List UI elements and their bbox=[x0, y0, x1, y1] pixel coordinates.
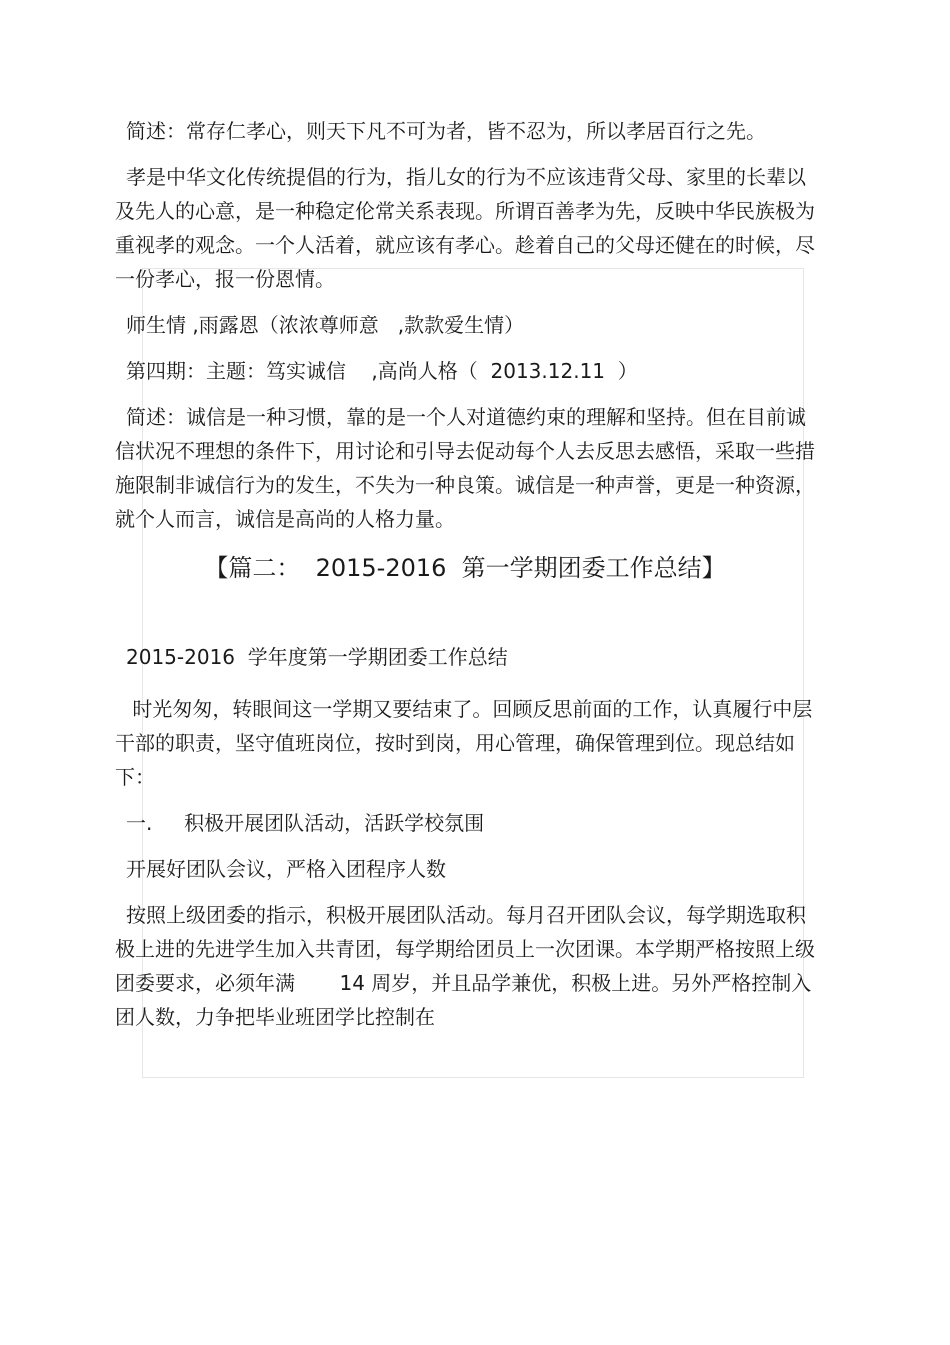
paragraph-report-title: 2015-2016 学年度第一学期团委工作总结 bbox=[126, 645, 508, 669]
document-body bbox=[115, 114, 815, 1034]
paragraph-intro: 时光匆匆，转眼间这一学期又要结束了。回顾反思前面的工作，认真履行中层干部的职责，坚守值班岗位，按时到岗，用心管理，确保管理到位。现总结如下： bbox=[115, 697, 813, 789]
paragraph-teacher-student: 师生情 ,雨露恩（浓浓尊师意 ,款款爱生情） bbox=[126, 313, 525, 337]
paragraph-activities: 按照上级团委的指示，积极开展团队活动。每月召开团队会议，每学期选取积极上进的先进学生加入共青团，每学期给团员上一次团课。本学期严格按照上级团委要求，必须年满 14 周岁，并且品学兼优，积极上进。另外严格控制入团人数，力争把毕业班团学比控制在 bbox=[115, 903, 815, 1029]
paragraph-filial-description: 孝是中华文化传统提倡的行为，指儿女的行为不应该违背父母、家里的长辈以及先人的心意，是一种稳定伦常关系表现。所谓百善孝为先，反映中华民族极为重视孝的观念。一个人活着，就应该有孝心。趁着自己的父母还健在的时候，尽一份孝心，报一份恩情。 bbox=[115, 165, 815, 291]
paragraph-meetings: 开展好团队会议，严格入团程序人数 bbox=[126, 857, 446, 881]
paragraph-filial-summary: 简述：常存仁孝心，则天下凡不可为者，皆不忍为，所以孝居百行之先。 bbox=[126, 119, 766, 143]
paragraph-issue-four: 第四期：主题：笃实诚信 ,高尚人格（ 2013.12.11 ） bbox=[126, 359, 638, 383]
paragraph-integrity-summary: 简述：诚信是一种习惯，靠的是一个人对道德约束的理解和坚持。但在目前诚信状况不理想的条件下，用讨论和引导去促动每个人去反思去感悟，采取一些措施限制非诚信行为的发生，不失为一种良策。诚信是一种声誉，更是一种资源，就个人而言，诚信是高尚的人格力量。 bbox=[115, 405, 815, 531]
paragraph-item-one: 一. 积极开展团队活动，活跃学校氛围 bbox=[126, 811, 485, 835]
section-heading: 【篇二： 2015-2016 第一学期团委工作总结】 bbox=[204, 554, 726, 582]
